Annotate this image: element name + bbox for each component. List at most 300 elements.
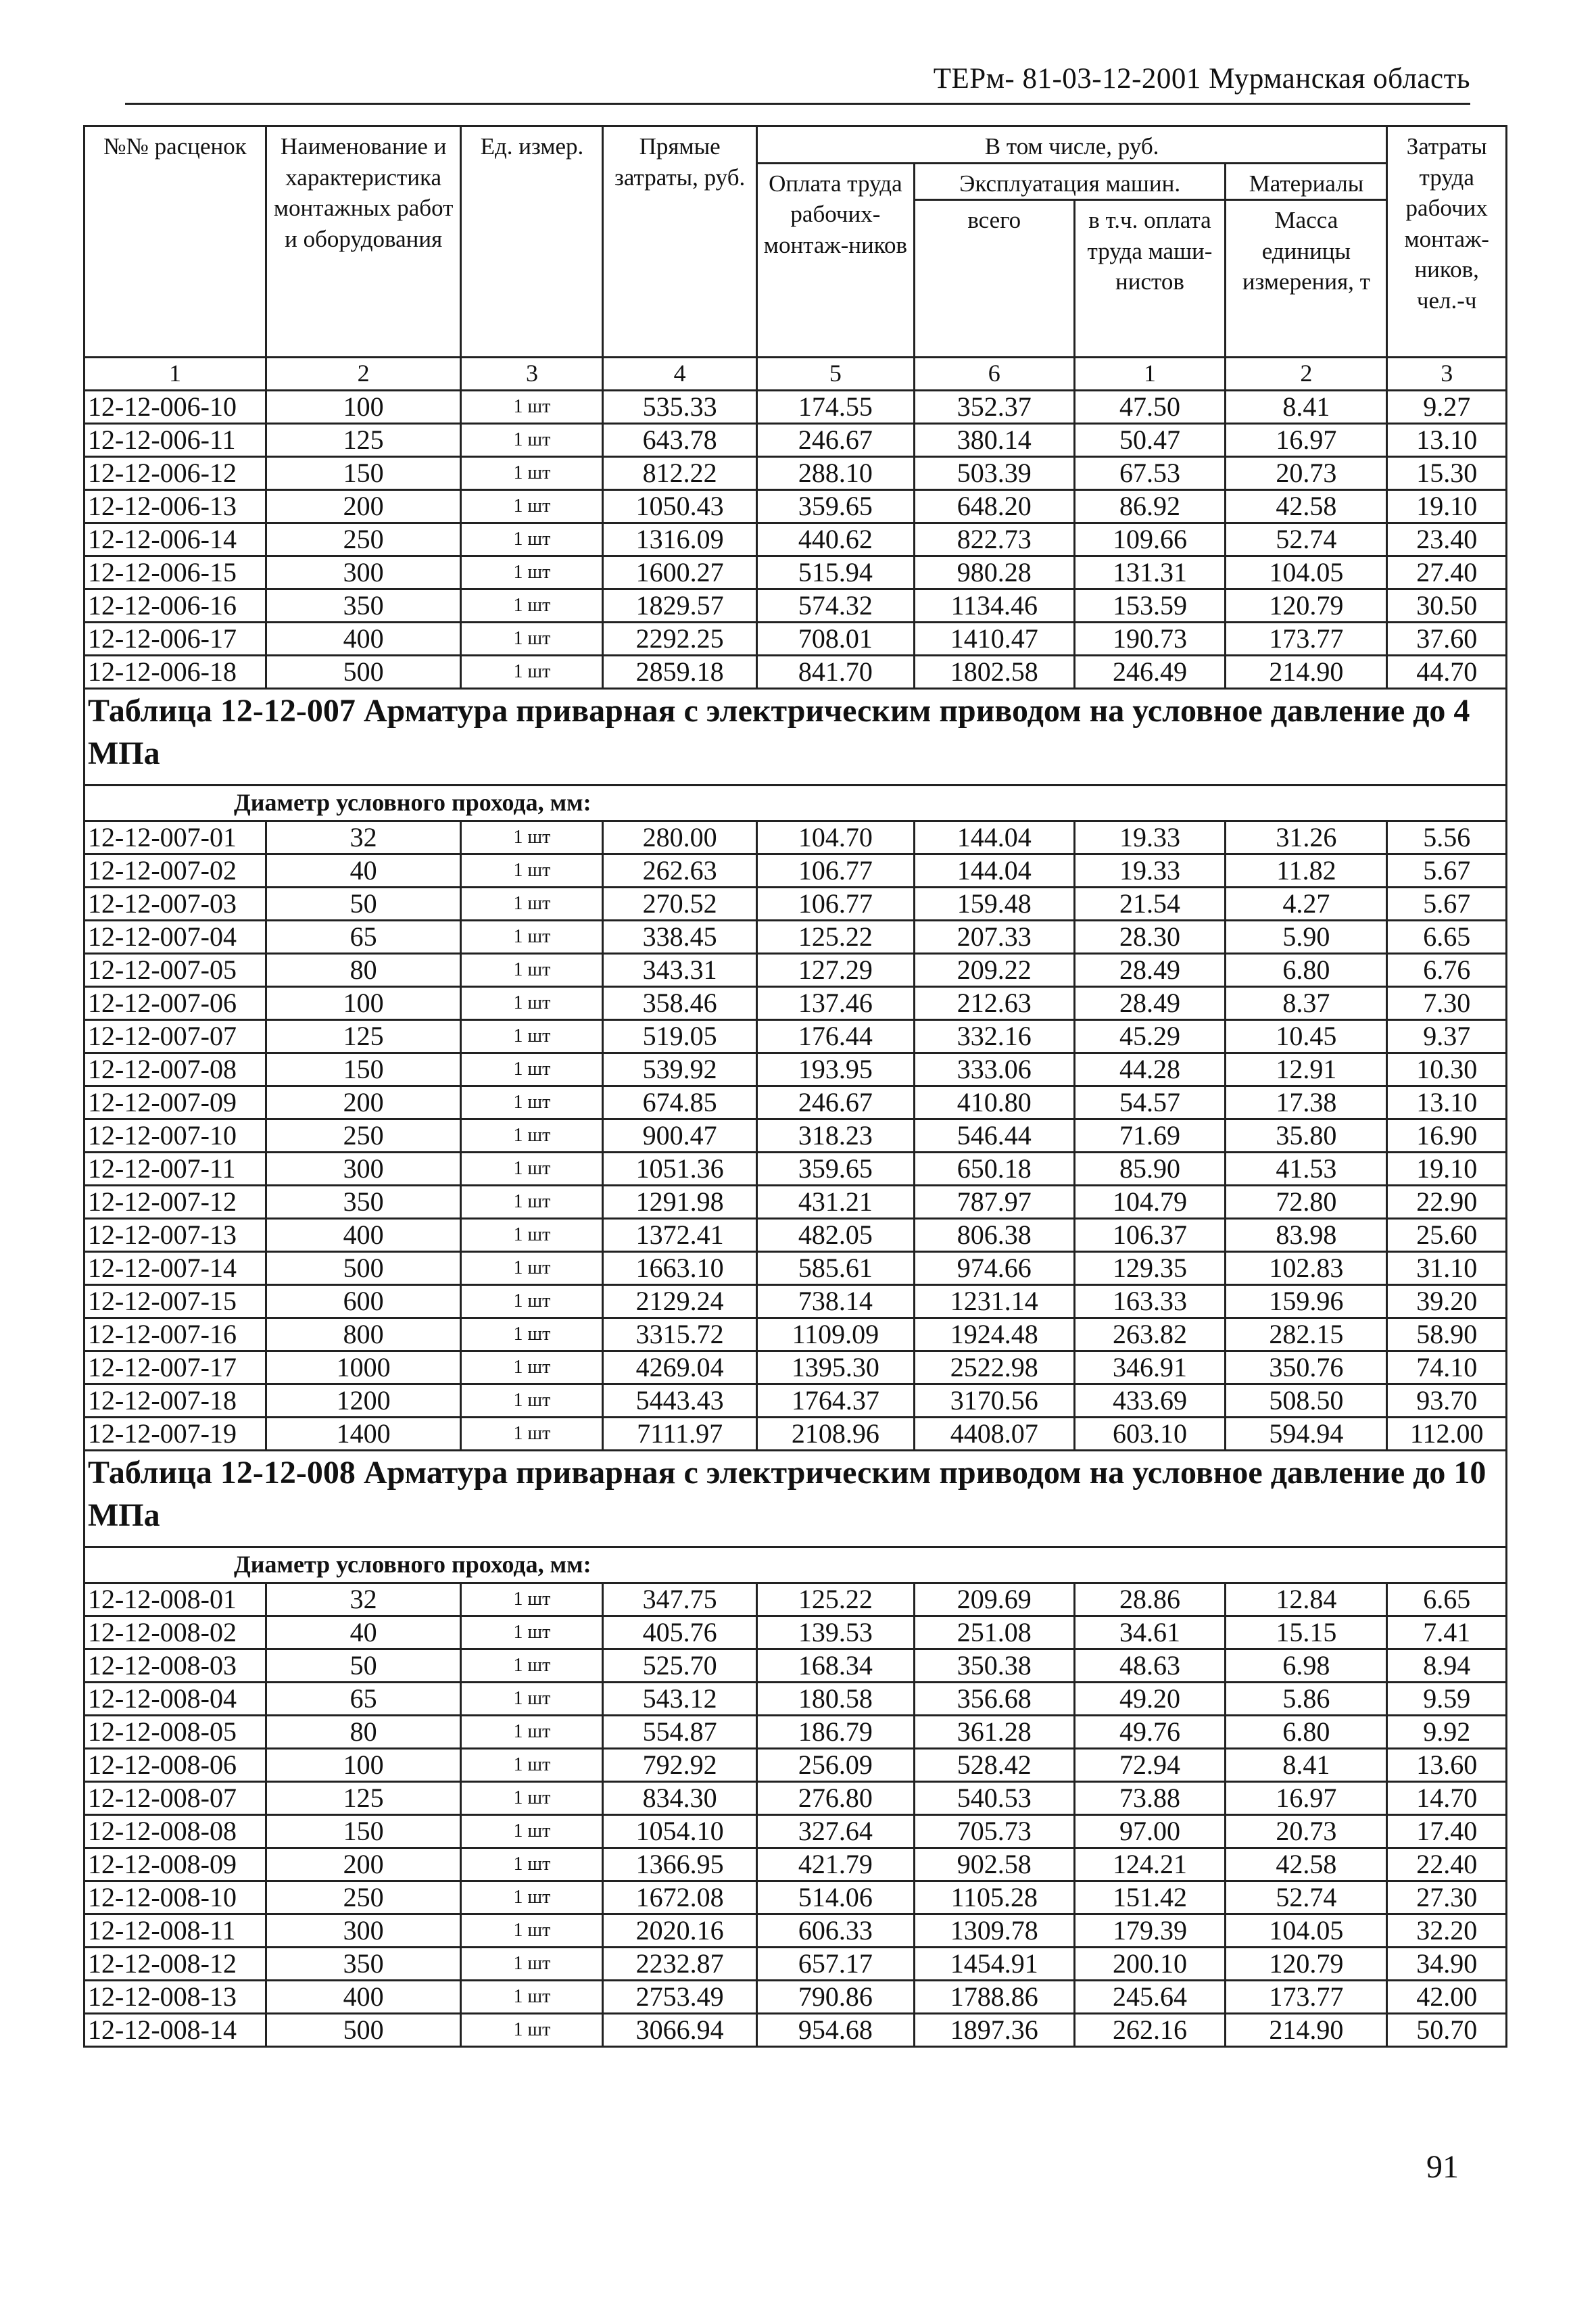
worker-wages-cell: 186.79 xyxy=(756,1716,914,1749)
diameter-cell: 125 xyxy=(266,1020,461,1053)
unit-cell: 1 шт xyxy=(461,589,603,623)
machine-cost-cell: 352.37 xyxy=(914,391,1074,424)
worker-wages-cell: 106.77 xyxy=(756,888,914,921)
direct-cost-cell: 358.46 xyxy=(603,987,756,1020)
rate-code-cell: 12-12-006-13 xyxy=(84,490,266,523)
machine-cost-cell: 333.06 xyxy=(914,1053,1074,1086)
rate-code-cell: 12-12-007-11 xyxy=(84,1153,266,1186)
table-row xyxy=(84,1351,1507,1384)
table-row xyxy=(84,954,1507,987)
machinist-wages-cell: 86.92 xyxy=(1074,490,1226,523)
machinist-wages-cell: 45.29 xyxy=(1074,1020,1226,1053)
rate-code-cell: 12-12-007-04 xyxy=(84,921,266,954)
worker-wages-cell: 106.77 xyxy=(756,854,914,888)
machinist-wages-cell: 72.94 xyxy=(1074,1749,1226,1782)
worker-wages-cell: 125.22 xyxy=(756,921,914,954)
material-mass-cell: 214.90 xyxy=(1226,2014,1387,2047)
diameter-cell: 250 xyxy=(266,1119,461,1153)
table-row xyxy=(84,490,1507,523)
rate-code-cell: 12-12-007-03 xyxy=(84,888,266,921)
diameter-cell: 1000 xyxy=(266,1351,461,1384)
table-row xyxy=(84,1219,1507,1252)
machinist-wages-cell: 50.47 xyxy=(1074,424,1226,457)
diameter-cell: 125 xyxy=(266,424,461,457)
table-subtitle-row xyxy=(84,1547,1507,1583)
diameter-cell: 200 xyxy=(266,1848,461,1881)
labor-hours-cell: 23.40 xyxy=(1387,523,1507,556)
table-title-row xyxy=(84,1451,1507,1547)
machinist-wages-cell: 106.37 xyxy=(1074,1219,1226,1252)
rate-code-cell: 12-12-007-05 xyxy=(84,954,266,987)
machinist-wages-cell: 19.33 xyxy=(1074,821,1226,854)
table-row xyxy=(84,623,1507,656)
col-header-machines: Эксплуатация машин. xyxy=(914,163,1225,200)
rate-code-cell: 12-12-006-14 xyxy=(84,523,266,556)
rate-code-cell: 12-12-007-07 xyxy=(84,1020,266,1053)
worker-wages-cell: 574.32 xyxy=(756,589,914,623)
table-row xyxy=(84,1153,1507,1186)
rate-code-cell: 12-12-007-14 xyxy=(84,1252,266,1285)
labor-hours-cell: 10.30 xyxy=(1387,1053,1507,1086)
machine-cost-cell: 974.66 xyxy=(914,1252,1074,1285)
material-mass-cell: 20.73 xyxy=(1226,1815,1387,1848)
labor-hours-cell: 19.10 xyxy=(1387,490,1507,523)
machinist-wages-cell: 263.82 xyxy=(1074,1318,1226,1351)
table-row xyxy=(84,1716,1507,1749)
rate-code-cell: 12-12-008-02 xyxy=(84,1616,266,1649)
labor-hours-cell: 6.76 xyxy=(1387,954,1507,987)
direct-cost-cell: 338.45 xyxy=(603,921,756,954)
diameter-cell: 1200 xyxy=(266,1384,461,1418)
diameter-cell: 500 xyxy=(266,656,461,689)
labor-hours-cell: 31.10 xyxy=(1387,1252,1507,1285)
material-mass-cell: 594.94 xyxy=(1226,1418,1387,1451)
labor-hours-cell: 32.20 xyxy=(1387,1914,1507,1948)
col-header-code: №№ расценок xyxy=(84,126,266,358)
table-subtitle: Диаметр условного прохода, мм: xyxy=(84,786,1507,821)
material-mass-cell: 104.05 xyxy=(1226,1914,1387,1948)
diameter-cell: 150 xyxy=(266,1815,461,1848)
labor-hours-cell: 7.30 xyxy=(1387,987,1507,1020)
machinist-wages-cell: 28.30 xyxy=(1074,921,1226,954)
rate-code-cell: 12-12-007-06 xyxy=(84,987,266,1020)
diameter-cell: 350 xyxy=(266,1186,461,1219)
table-row xyxy=(84,1418,1507,1451)
material-mass-cell: 282.15 xyxy=(1226,1318,1387,1351)
worker-wages-cell: 288.10 xyxy=(756,457,914,490)
material-mass-cell: 102.83 xyxy=(1226,1252,1387,1285)
direct-cost-cell: 2232.87 xyxy=(603,1948,756,1981)
worker-wages-cell: 440.62 xyxy=(756,523,914,556)
machinist-wages-cell: 131.31 xyxy=(1074,556,1226,589)
unit-cell: 1 шт xyxy=(461,821,603,854)
material-mass-cell: 17.38 xyxy=(1226,1086,1387,1119)
table-row xyxy=(84,1948,1507,1981)
diameter-cell: 200 xyxy=(266,490,461,523)
direct-cost-cell: 525.70 xyxy=(603,1649,756,1683)
machinist-wages-cell: 67.53 xyxy=(1074,457,1226,490)
rate-code-cell: 12-12-008-12 xyxy=(84,1948,266,1981)
material-mass-cell: 42.58 xyxy=(1226,490,1387,523)
unit-cell: 1 шт xyxy=(461,1583,603,1616)
direct-cost-cell: 405.76 xyxy=(603,1616,756,1649)
material-mass-cell: 8.41 xyxy=(1226,391,1387,424)
diameter-cell: 250 xyxy=(266,523,461,556)
direct-cost-cell: 1051.36 xyxy=(603,1153,756,1186)
diameter-cell: 100 xyxy=(266,987,461,1020)
machinist-wages-cell: 28.49 xyxy=(1074,987,1226,1020)
direct-cost-cell: 1291.98 xyxy=(603,1186,756,1219)
worker-wages-cell: 327.64 xyxy=(756,1815,914,1848)
table-row xyxy=(84,457,1507,490)
diameter-cell: 125 xyxy=(266,1782,461,1815)
machine-cost-cell: 380.14 xyxy=(914,424,1074,457)
table-row xyxy=(84,1318,1507,1351)
labor-hours-cell: 44.70 xyxy=(1387,656,1507,689)
labor-hours-cell: 27.30 xyxy=(1387,1881,1507,1914)
material-mass-cell: 120.79 xyxy=(1226,1948,1387,1981)
machine-cost-cell: 540.53 xyxy=(914,1782,1074,1815)
machinist-wages-cell: 346.91 xyxy=(1074,1351,1226,1384)
labor-hours-cell: 22.90 xyxy=(1387,1186,1507,1219)
machine-cost-cell: 410.80 xyxy=(914,1086,1074,1119)
machine-cost-cell: 546.44 xyxy=(914,1119,1074,1153)
rate-code-cell: 12-12-007-13 xyxy=(84,1219,266,1252)
diameter-cell: 400 xyxy=(266,1219,461,1252)
material-mass-cell: 5.90 xyxy=(1226,921,1387,954)
table-row xyxy=(84,424,1507,457)
direct-cost-cell: 535.33 xyxy=(603,391,756,424)
table-row xyxy=(84,1749,1507,1782)
machine-cost-cell: 705.73 xyxy=(914,1815,1074,1848)
rate-code-cell: 12-12-008-07 xyxy=(84,1782,266,1815)
rate-code-cell: 12-12-008-09 xyxy=(84,1848,266,1881)
worker-wages-cell: 708.01 xyxy=(756,623,914,656)
machine-cost-cell: 332.16 xyxy=(914,1020,1074,1053)
unit-cell: 1 шт xyxy=(461,1914,603,1948)
unit-cell: 1 шт xyxy=(461,1881,603,1914)
machine-cost-cell: 207.33 xyxy=(914,921,1074,954)
page-number: 91 xyxy=(1426,2149,1459,2185)
worker-wages-cell: 180.58 xyxy=(756,1683,914,1716)
machine-cost-cell: 251.08 xyxy=(914,1616,1074,1649)
labor-hours-cell: 74.10 xyxy=(1387,1351,1507,1384)
worker-wages-cell: 1395.30 xyxy=(756,1351,914,1384)
col-number: 4 xyxy=(603,358,756,391)
labor-hours-cell: 9.92 xyxy=(1387,1716,1507,1749)
rate-code-cell: 12-12-007-15 xyxy=(84,1285,266,1318)
table-row xyxy=(84,888,1507,921)
rate-code-cell: 12-12-008-14 xyxy=(84,2014,266,2047)
material-mass-cell: 11.82 xyxy=(1226,854,1387,888)
direct-cost-cell: 7111.97 xyxy=(603,1418,756,1451)
unit-cell: 1 шт xyxy=(461,1848,603,1881)
diameter-cell: 500 xyxy=(266,2014,461,2047)
header-row-1 xyxy=(84,126,1507,164)
direct-cost-cell: 3066.94 xyxy=(603,2014,756,2047)
unit-cell: 1 шт xyxy=(461,1285,603,1318)
machine-cost-cell: 1105.28 xyxy=(914,1881,1074,1914)
labor-hours-cell: 17.40 xyxy=(1387,1815,1507,1848)
unit-cell: 1 шт xyxy=(461,1683,603,1716)
worker-wages-cell: 421.79 xyxy=(756,1848,914,1881)
labor-hours-cell: 93.70 xyxy=(1387,1384,1507,1418)
worker-wages-cell: 657.17 xyxy=(756,1948,914,1981)
worker-wages-cell: 276.80 xyxy=(756,1782,914,1815)
rate-code-cell: 12-12-006-17 xyxy=(84,623,266,656)
worker-wages-cell: 585.61 xyxy=(756,1252,914,1285)
worker-wages-cell: 359.65 xyxy=(756,490,914,523)
table-row xyxy=(84,821,1507,854)
table-subtitle-row xyxy=(84,786,1507,821)
direct-cost-cell: 5443.43 xyxy=(603,1384,756,1418)
machinist-wages-cell: 124.21 xyxy=(1074,1848,1226,1881)
unit-cell: 1 шт xyxy=(461,954,603,987)
material-mass-cell: 42.58 xyxy=(1226,1848,1387,1881)
worker-wages-cell: 318.23 xyxy=(756,1119,914,1153)
col-number: 3 xyxy=(1387,358,1507,391)
table-row xyxy=(84,523,1507,556)
rate-code-cell: 12-12-007-19 xyxy=(84,1418,266,1451)
direct-cost-cell: 2292.25 xyxy=(603,623,756,656)
unit-cell: 1 шт xyxy=(461,656,603,689)
unit-cell: 1 шт xyxy=(461,1616,603,1649)
diameter-cell: 300 xyxy=(266,1153,461,1186)
machine-cost-cell: 1924.48 xyxy=(914,1318,1074,1351)
labor-hours-cell: 34.90 xyxy=(1387,1948,1507,1981)
col-number: 2 xyxy=(266,358,461,391)
worker-wages-cell: 954.68 xyxy=(756,2014,914,2047)
rate-code-cell: 12-12-006-15 xyxy=(84,556,266,589)
table-row xyxy=(84,656,1507,689)
diameter-cell: 400 xyxy=(266,623,461,656)
machine-cost-cell: 528.42 xyxy=(914,1749,1074,1782)
labor-hours-cell: 13.10 xyxy=(1387,1086,1507,1119)
unit-cell: 1 шт xyxy=(461,457,603,490)
unit-cell: 1 шт xyxy=(461,1219,603,1252)
direct-cost-cell: 2129.24 xyxy=(603,1285,756,1318)
unit-cell: 1 шт xyxy=(461,1351,603,1384)
rate-code-cell: 12-12-006-11 xyxy=(84,424,266,457)
table-row xyxy=(84,1848,1507,1881)
machinist-wages-cell: 153.59 xyxy=(1074,589,1226,623)
table-row xyxy=(84,1583,1507,1616)
labor-hours-cell: 6.65 xyxy=(1387,921,1507,954)
unit-cell: 1 шт xyxy=(461,1418,603,1451)
diameter-cell: 1400 xyxy=(266,1418,461,1451)
material-mass-cell: 6.80 xyxy=(1226,954,1387,987)
unit-cell: 1 шт xyxy=(461,1948,603,1981)
machinist-wages-cell: 73.88 xyxy=(1074,1782,1226,1815)
labor-hours-cell: 13.60 xyxy=(1387,1749,1507,1782)
direct-cost-cell: 674.85 xyxy=(603,1086,756,1119)
rate-code-cell: 12-12-008-04 xyxy=(84,1683,266,1716)
direct-cost-cell: 1054.10 xyxy=(603,1815,756,1848)
direct-cost-cell: 2020.16 xyxy=(603,1914,756,1948)
labor-hours-cell: 25.60 xyxy=(1387,1219,1507,1252)
col-number: 3 xyxy=(461,358,603,391)
material-mass-cell: 120.79 xyxy=(1226,589,1387,623)
table-row xyxy=(84,1186,1507,1219)
material-mass-cell: 4.27 xyxy=(1226,888,1387,921)
rate-code-cell: 12-12-006-12 xyxy=(84,457,266,490)
labor-hours-cell: 19.10 xyxy=(1387,1153,1507,1186)
direct-cost-cell: 812.22 xyxy=(603,457,756,490)
labor-hours-cell: 7.41 xyxy=(1387,1616,1507,1649)
machine-cost-cell: 1802.58 xyxy=(914,656,1074,689)
rate-code-cell: 12-12-007-17 xyxy=(84,1351,266,1384)
machinist-wages-cell: 19.33 xyxy=(1074,854,1226,888)
machinist-wages-cell: 85.90 xyxy=(1074,1153,1226,1186)
table-row xyxy=(84,1616,1507,1649)
direct-cost-cell: 3315.72 xyxy=(603,1318,756,1351)
machinist-wages-cell: 245.64 xyxy=(1074,1981,1226,2014)
worker-wages-cell: 246.67 xyxy=(756,424,914,457)
diameter-cell: 350 xyxy=(266,589,461,623)
material-mass-cell: 20.73 xyxy=(1226,457,1387,490)
machine-cost-cell: 1454.91 xyxy=(914,1948,1074,1981)
worker-wages-cell: 482.05 xyxy=(756,1219,914,1252)
col-header-direct: Прямые затраты, руб. xyxy=(603,126,756,358)
diameter-cell: 80 xyxy=(266,1716,461,1749)
machinist-wages-cell: 49.20 xyxy=(1074,1683,1226,1716)
rate-code-cell: 12-12-008-01 xyxy=(84,1583,266,1616)
material-mass-cell: 52.74 xyxy=(1226,1881,1387,1914)
worker-wages-cell: 174.55 xyxy=(756,391,914,424)
direct-cost-cell: 539.92 xyxy=(603,1053,756,1086)
worker-wages-cell: 606.33 xyxy=(756,1914,914,1948)
direct-cost-cell: 347.75 xyxy=(603,1583,756,1616)
machinist-wages-cell: 433.69 xyxy=(1074,1384,1226,1418)
labor-hours-cell: 15.30 xyxy=(1387,457,1507,490)
rate-code-cell: 12-12-007-01 xyxy=(84,821,266,854)
direct-cost-cell: 2753.49 xyxy=(603,1981,756,2014)
machinist-wages-cell: 129.35 xyxy=(1074,1252,1226,1285)
machinist-wages-cell: 28.49 xyxy=(1074,954,1226,987)
unit-cell: 1 шт xyxy=(461,556,603,589)
machinist-wages-cell: 104.79 xyxy=(1074,1186,1226,1219)
machinist-wages-cell: 48.63 xyxy=(1074,1649,1226,1683)
unit-cell: 1 шт xyxy=(461,523,603,556)
worker-wages-cell: 104.70 xyxy=(756,821,914,854)
table-title: Таблица 12-12-008 Арматура приварная с электрическим приводом на условное давление до 10 МПа xyxy=(84,1451,1507,1547)
direct-cost-cell: 554.87 xyxy=(603,1716,756,1749)
table-row xyxy=(84,2014,1507,2047)
unit-cell: 1 шт xyxy=(461,2014,603,2047)
rate-code-cell: 12-12-006-18 xyxy=(84,656,266,689)
unit-cell: 1 шт xyxy=(461,1318,603,1351)
labor-hours-cell: 9.37 xyxy=(1387,1020,1507,1053)
diameter-cell: 200 xyxy=(266,1086,461,1119)
labor-hours-cell: 112.00 xyxy=(1387,1418,1507,1451)
unit-cell: 1 шт xyxy=(461,1384,603,1418)
rate-code-cell: 12-12-008-06 xyxy=(84,1749,266,1782)
worker-wages-cell: 139.53 xyxy=(756,1616,914,1649)
direct-cost-cell: 519.05 xyxy=(603,1020,756,1053)
machinist-wages-cell: 262.16 xyxy=(1074,2014,1226,2047)
table-row xyxy=(84,1053,1507,1086)
direct-cost-cell: 343.31 xyxy=(603,954,756,987)
material-mass-cell: 83.98 xyxy=(1226,1219,1387,1252)
material-mass-cell: 16.97 xyxy=(1226,424,1387,457)
worker-wages-cell: 514.06 xyxy=(756,1881,914,1914)
labor-hours-cell: 50.70 xyxy=(1387,2014,1507,2047)
unit-cell: 1 шт xyxy=(461,490,603,523)
rate-code-cell: 12-12-008-08 xyxy=(84,1815,266,1848)
machine-cost-cell: 1309.78 xyxy=(914,1914,1074,1948)
diameter-cell: 500 xyxy=(266,1252,461,1285)
labor-hours-cell: 30.50 xyxy=(1387,589,1507,623)
material-mass-cell: 173.77 xyxy=(1226,1981,1387,2014)
machine-cost-cell: 1231.14 xyxy=(914,1285,1074,1318)
machinist-wages-cell: 190.73 xyxy=(1074,623,1226,656)
unit-cell: 1 шт xyxy=(461,1782,603,1815)
direct-cost-cell: 1050.43 xyxy=(603,490,756,523)
labor-hours-cell: 5.67 xyxy=(1387,854,1507,888)
worker-wages-cell: 1764.37 xyxy=(756,1384,914,1418)
rate-code-cell: 12-12-008-05 xyxy=(84,1716,266,1749)
rate-code-cell: 12-12-008-03 xyxy=(84,1649,266,1683)
machinist-wages-cell: 21.54 xyxy=(1074,888,1226,921)
rate-code-cell: 12-12-007-08 xyxy=(84,1053,266,1086)
material-mass-cell: 6.98 xyxy=(1226,1649,1387,1683)
machine-cost-cell: 3170.56 xyxy=(914,1384,1074,1418)
material-mass-cell: 12.84 xyxy=(1226,1583,1387,1616)
direct-cost-cell: 1372.41 xyxy=(603,1219,756,1252)
col-header-wages: Оплата труда рабочих-монтаж-ников xyxy=(756,163,914,358)
unit-cell: 1 шт xyxy=(461,391,603,424)
machinist-wages-cell: 97.00 xyxy=(1074,1815,1226,1848)
machine-cost-cell: 648.20 xyxy=(914,490,1074,523)
labor-hours-cell: 58.90 xyxy=(1387,1318,1507,1351)
machine-cost-cell: 144.04 xyxy=(914,854,1074,888)
table-row xyxy=(84,1086,1507,1119)
machine-cost-cell: 822.73 xyxy=(914,523,1074,556)
machine-cost-cell: 356.68 xyxy=(914,1683,1074,1716)
machine-cost-cell: 361.28 xyxy=(914,1716,1074,1749)
machine-cost-cell: 159.48 xyxy=(914,888,1074,921)
material-mass-cell: 508.50 xyxy=(1226,1384,1387,1418)
diameter-cell: 300 xyxy=(266,556,461,589)
machinist-wages-cell: 200.10 xyxy=(1074,1948,1226,1981)
worker-wages-cell: 738.14 xyxy=(756,1285,914,1318)
estimate-table xyxy=(83,125,1507,2048)
worker-wages-cell: 246.67 xyxy=(756,1086,914,1119)
rate-code-cell: 12-12-007-18 xyxy=(84,1384,266,1418)
diameter-cell: 350 xyxy=(266,1948,461,1981)
col-number: 6 xyxy=(914,358,1074,391)
direct-cost-cell: 792.92 xyxy=(603,1749,756,1782)
col-header-machines-total: всего xyxy=(914,200,1074,358)
diameter-cell: 50 xyxy=(266,1649,461,1683)
direct-cost-cell: 2859.18 xyxy=(603,656,756,689)
rate-code-cell: 12-12-008-13 xyxy=(84,1981,266,2014)
table-row xyxy=(84,556,1507,589)
rate-code-cell: 12-12-006-16 xyxy=(84,589,266,623)
material-mass-cell: 10.45 xyxy=(1226,1020,1387,1053)
machine-cost-cell: 1897.36 xyxy=(914,2014,1074,2047)
diameter-cell: 600 xyxy=(266,1285,461,1318)
col-header-name: Наименование и характеристика монтажных работ и оборудования xyxy=(266,126,461,358)
diameter-cell: 65 xyxy=(266,1683,461,1716)
labor-hours-cell: 6.65 xyxy=(1387,1583,1507,1616)
machinist-wages-cell: 109.66 xyxy=(1074,523,1226,556)
table-row xyxy=(84,1815,1507,1848)
material-mass-cell: 6.80 xyxy=(1226,1716,1387,1749)
diameter-cell: 40 xyxy=(266,854,461,888)
table-row xyxy=(84,589,1507,623)
direct-cost-cell: 1829.57 xyxy=(603,589,756,623)
